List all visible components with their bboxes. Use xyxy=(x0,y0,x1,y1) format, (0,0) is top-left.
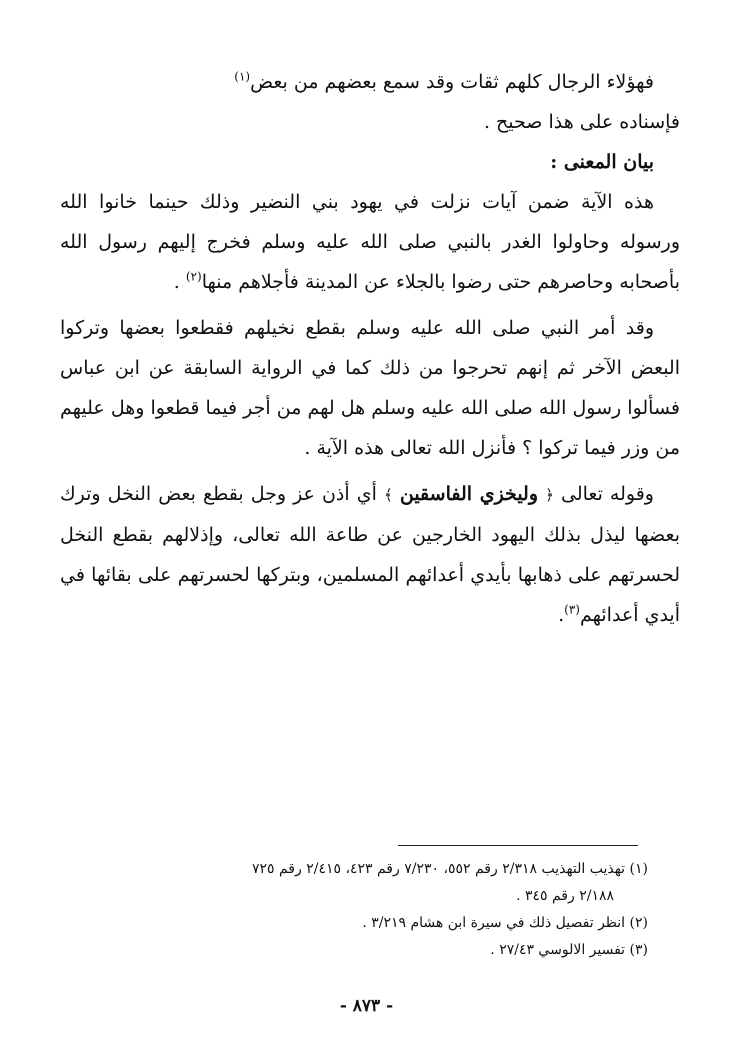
quran-bracket-close: ﴾ xyxy=(383,486,393,504)
paragraph-isnad-conclusion xyxy=(60,102,680,142)
footnote-1-text: تهذيب التهذيب ٢/٣١٨ رقم ٥٥٢، ٧/٢٣٠ رقم ٤٢٣، ٢/٤١٥ رقم ٧٢٥ xyxy=(251,861,626,877)
footnote-3-text: تفسير الالوسي ٢٧/٤٣ . xyxy=(490,942,626,958)
paragraph-isnad-conclusion-text: فإسناده على هذا صحيح . xyxy=(483,111,680,133)
footnote-1 xyxy=(60,856,648,883)
paragraph-context-end: . xyxy=(173,271,180,293)
footnote-1-number: (١) xyxy=(629,861,648,877)
footnote-3 xyxy=(60,937,648,964)
footnote-marker-1[interactable]: (١) xyxy=(234,69,251,84)
footnote-2-text: انظر تفصيل ذلك في سيرة ابن هشام ٣/٢١٩ . xyxy=(362,915,626,931)
paragraph-isnad-text: فهؤلاء الرجال كلهم ثقات وقد سمع بعضهم من بعض xyxy=(250,71,654,93)
paragraph-context-text: هذه الآية ضمن آيات نزلت في يهود بني النضير وذلك حينما خانوا الله ورسوله وحاولوا الغدر بالنبي صلى الله عليه وسلم فخرج إليهم رسول الله بأصحابه وحاصرهم حتى رضوا بالجلاء عن المدينة فأجلاهم منها xyxy=(60,191,680,293)
footnotes-section xyxy=(60,856,648,964)
paragraph-revelation-text: وقد أمر النبي صلى الله عليه وسلم بقطع نخيلهم فقطعوا بعضها وتركوا البعض الآخر ثم إنهم تحرجوا من ذلك كما في الرواية السابقة عن ابن عباس فسألوا رسول الله صلى الله عليه وسلم هل لهم من أجر فيما قطعوا وهل عليهم من وزر فيما تركوا ؟ فأنزل الله تعالى هذه الآية . xyxy=(60,317,680,459)
footnote-2-number: (٢) xyxy=(629,915,648,931)
main-text xyxy=(60,62,680,635)
paragraph-explanation-start: وقوله تعالى xyxy=(560,483,654,505)
paragraph-explanation-end: . xyxy=(558,604,565,626)
page-number: - ٨٧٣ - xyxy=(339,996,394,1016)
quran-bracket-open: ﴿ xyxy=(545,486,554,504)
footnote-1-continuation: ٢/١٨٨ رقم ٣٤٥ . xyxy=(516,888,614,904)
paragraph-isnad xyxy=(60,62,680,102)
paragraph-explanation-text: أي أذن عز وجل بقطع بعض النخل وترك بعضها ليذل بذلك اليهود الخارجين عن طاعة الله تعالى، وإذلالهم بقطع النخل لحسرتهم على ذهابها بأيدي أعدائهم المسلمين، وبتركها لحسرتهم على بقائها في أيدي أعدائهم xyxy=(60,483,680,626)
paragraph-explanation xyxy=(60,474,680,635)
footnote-2 xyxy=(60,910,648,937)
footnote-marker-2[interactable]: (٢) xyxy=(185,269,202,284)
section-heading: بيان المعنى : xyxy=(550,151,654,173)
quran-verse: وليخزي الفاسقين xyxy=(399,483,539,505)
footnote-divider xyxy=(398,845,638,846)
paragraph-context xyxy=(60,182,680,302)
footnote-marker-3[interactable]: (٣) xyxy=(564,602,580,617)
paragraph-revelation xyxy=(60,308,680,468)
footnote-3-number: (٣) xyxy=(629,942,648,958)
